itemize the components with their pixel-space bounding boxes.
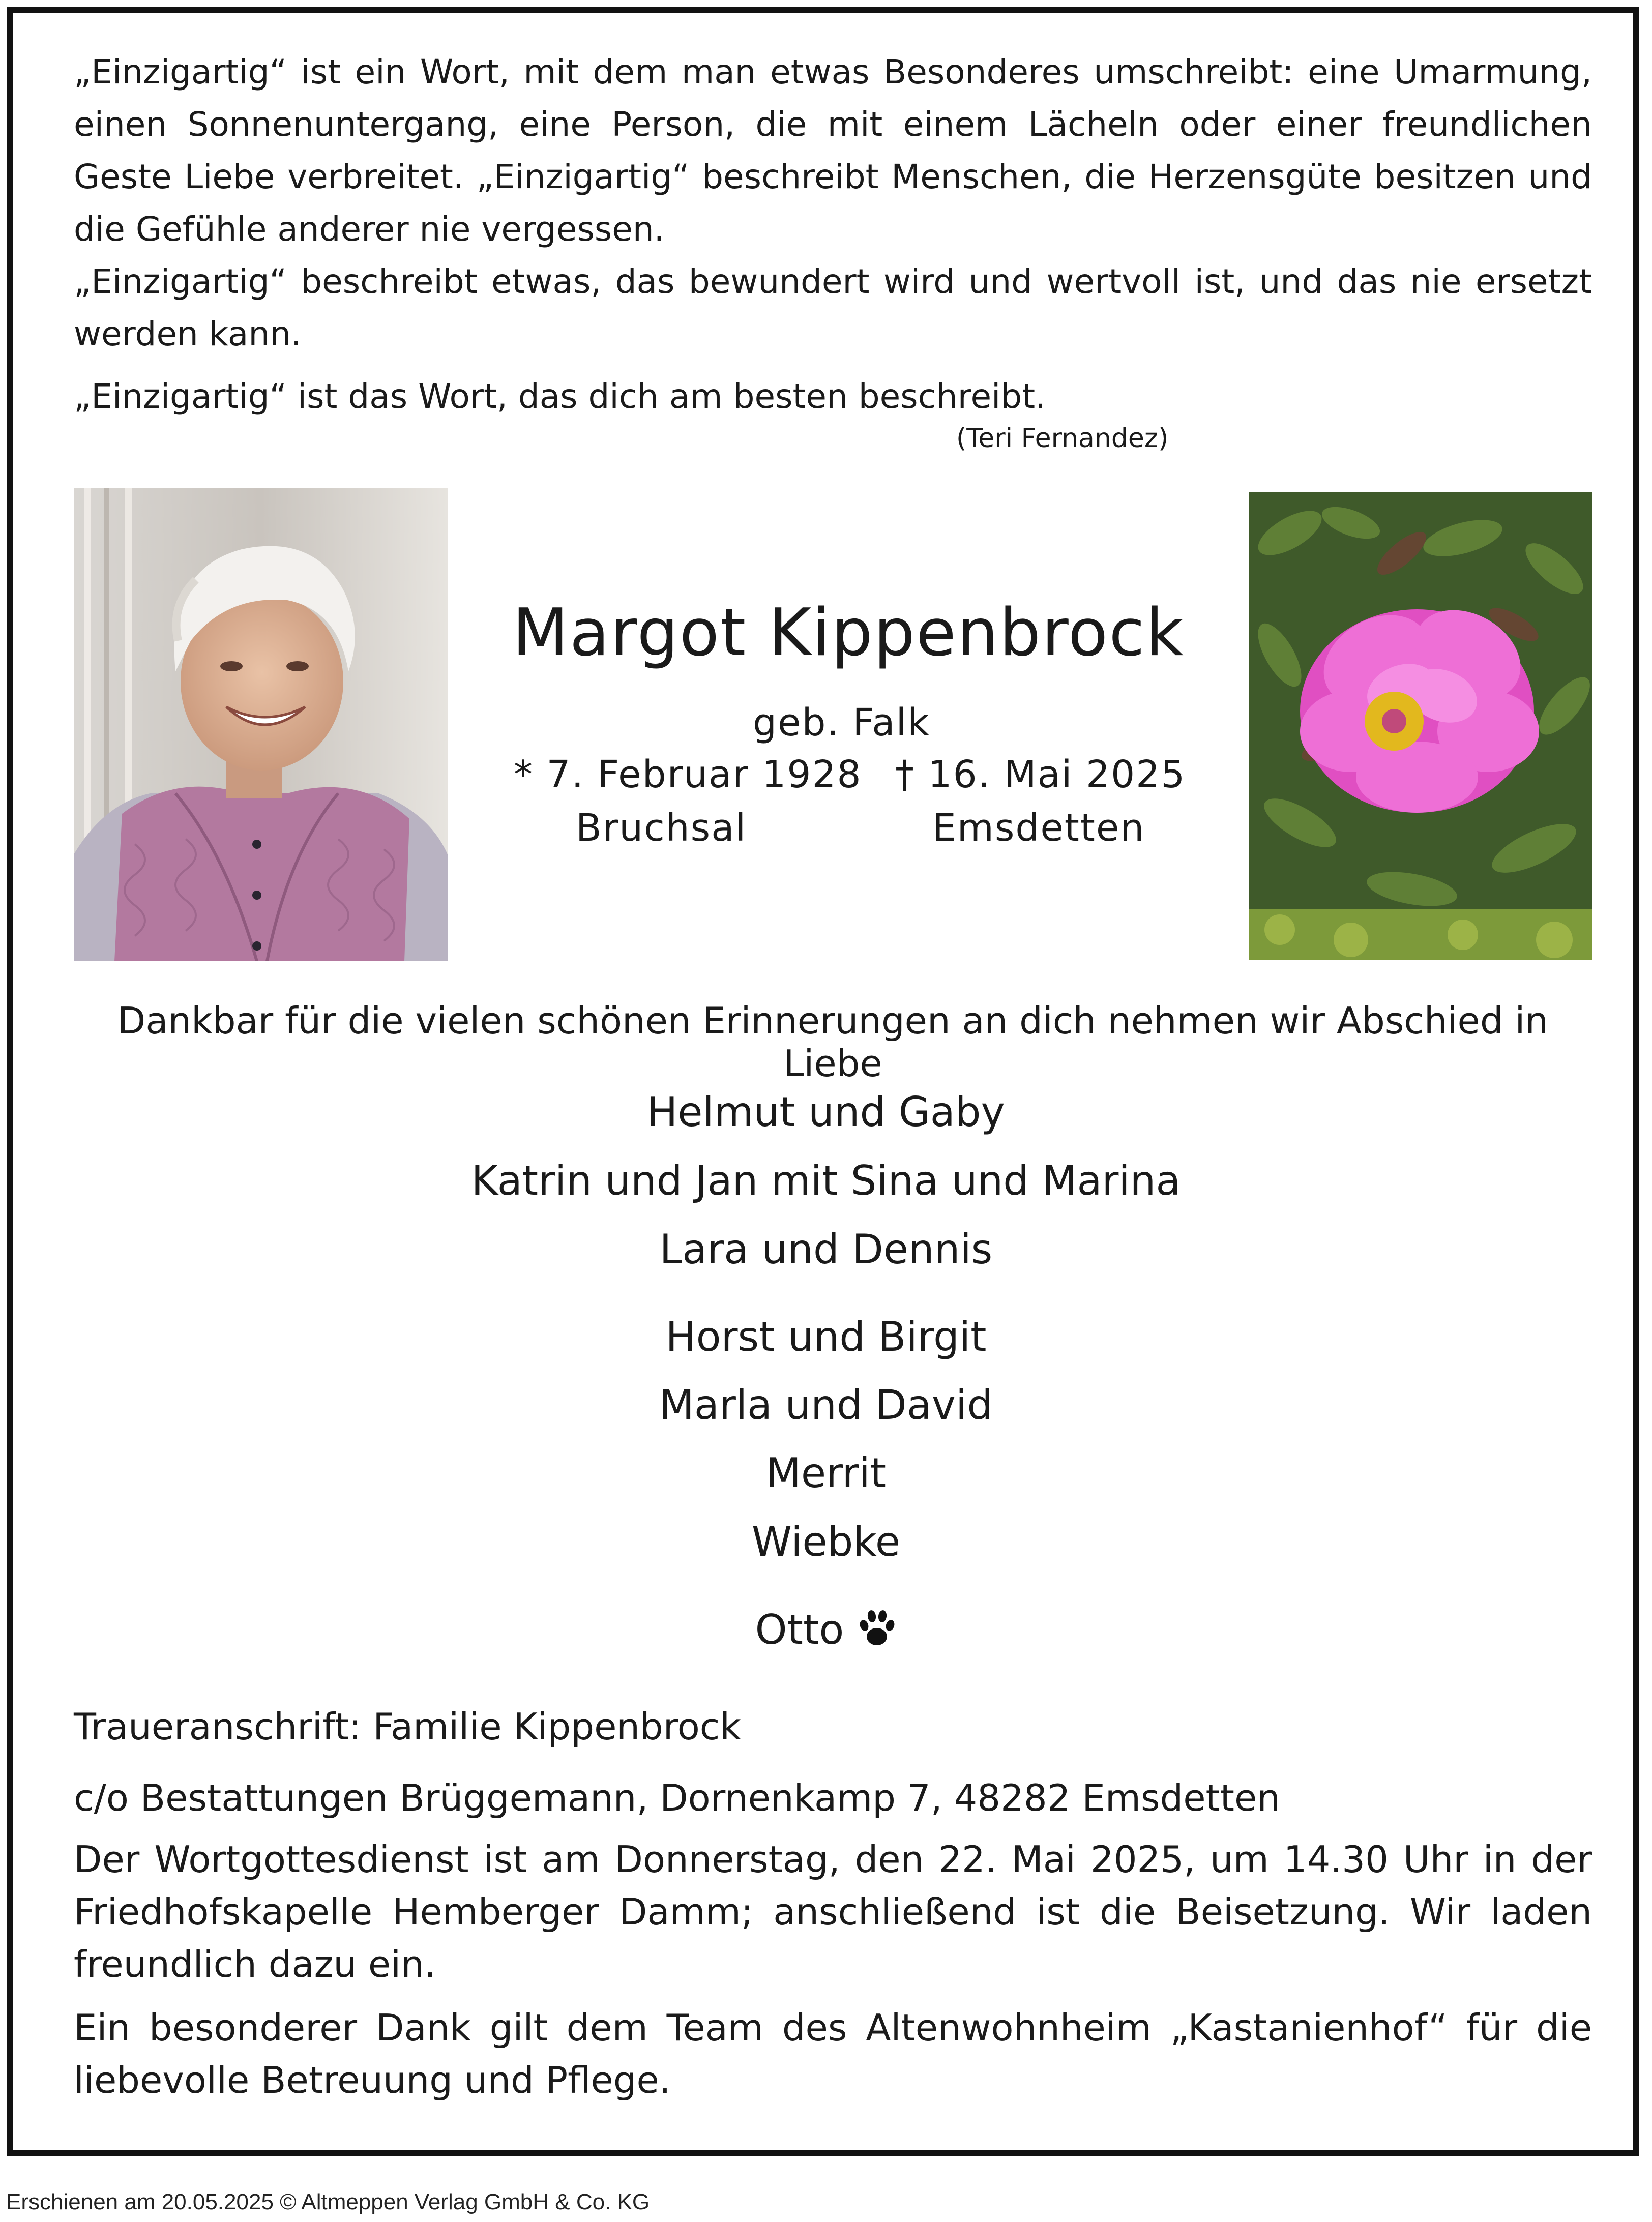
publication-footer: Erschienen am 20.05.2025 © Altmeppen Verlag GmbH & Co. KG [6,2189,650,2214]
service-paragraph: Der Wortgottesdienst ist am Donnerstag, den 22. Mai 2025, um 14.30 Uhr in der Friedhofskapelle Hemberger Damm; anschließend ist die Beisetzung. Wir laden freundlich dazu ein. [74,1838,1592,1986]
family-line: Wiebke [751,1518,901,1565]
family-line: Horst und Birgit [665,1313,987,1360]
family-line: Marla und David [659,1381,993,1429]
poem-paragraph-3: „Einzigartig“ ist das Wort, das dich am besten beschreibt. [74,377,1046,416]
death-place: Emsdetten [932,806,1145,850]
pet-name: Otto [755,1606,844,1653]
maiden-name: geb. Falk [753,701,931,745]
family-line: Lara und Dennis [659,1226,993,1273]
mourning-address [74,1691,1280,1833]
portrait-photo [74,488,448,961]
address-line-2: c/o Bestattungen Brüggemann, Dornenkamp 7, 48282 Emsdetten [74,1776,1280,1819]
family-line-pet [0,1606,1652,1658]
thanks-line: Dankbar für die vielen schönen Erinnerungen an dich nehmen wir Abschied in Liebe [117,999,1549,1085]
deceased-name: Margot Kippenbrock [512,595,1185,671]
poem-author: (Teri Fernandez) [956,423,1169,454]
birth-date: * 7. Februar 1928 [514,753,862,796]
paw-print-icon [857,1607,897,1658]
family-line: Katrin und Jan mit Sina und Marina [471,1157,1181,1204]
poem [74,46,1592,423]
family-line: Merrit [765,1449,887,1497]
poem-paragraph-2: „Einzigartig“ beschreibt etwas, das bewundert wird und wertvoll ist, und das nie ersetzt werden kann. [74,262,1592,353]
address-line-1: Traueranschrift: Familie Kippenbrock [74,1705,742,1748]
poem-paragraph-1: „Einzigartig“ ist ein Wort, mit dem man etwas Besonderes umschreibt: eine Umarmung, einen Sonnenuntergang, eine Person, die mit einem Lächeln oder einer freundlichen Geste Liebe verbreitet. „Einzigartig“ beschreibt Menschen, die Herzensgüte besitzen und die Gefühle anderer nie vergessen. [74,52,1592,249]
birth-place: Bruchsal [576,806,747,850]
peony-flower-photo [1249,492,1592,960]
service-info [74,1833,1592,2107]
thanks-paragraph: Ein besonderer Dank gilt dem Team des Altenwohnheim „Kastanienhof“ für die liebevolle Betreuung und Pflege. [74,2006,1592,2101]
death-date: † 16. Mai 2025 [895,753,1186,796]
family-line: Helmut und Gaby [647,1088,1005,1136]
